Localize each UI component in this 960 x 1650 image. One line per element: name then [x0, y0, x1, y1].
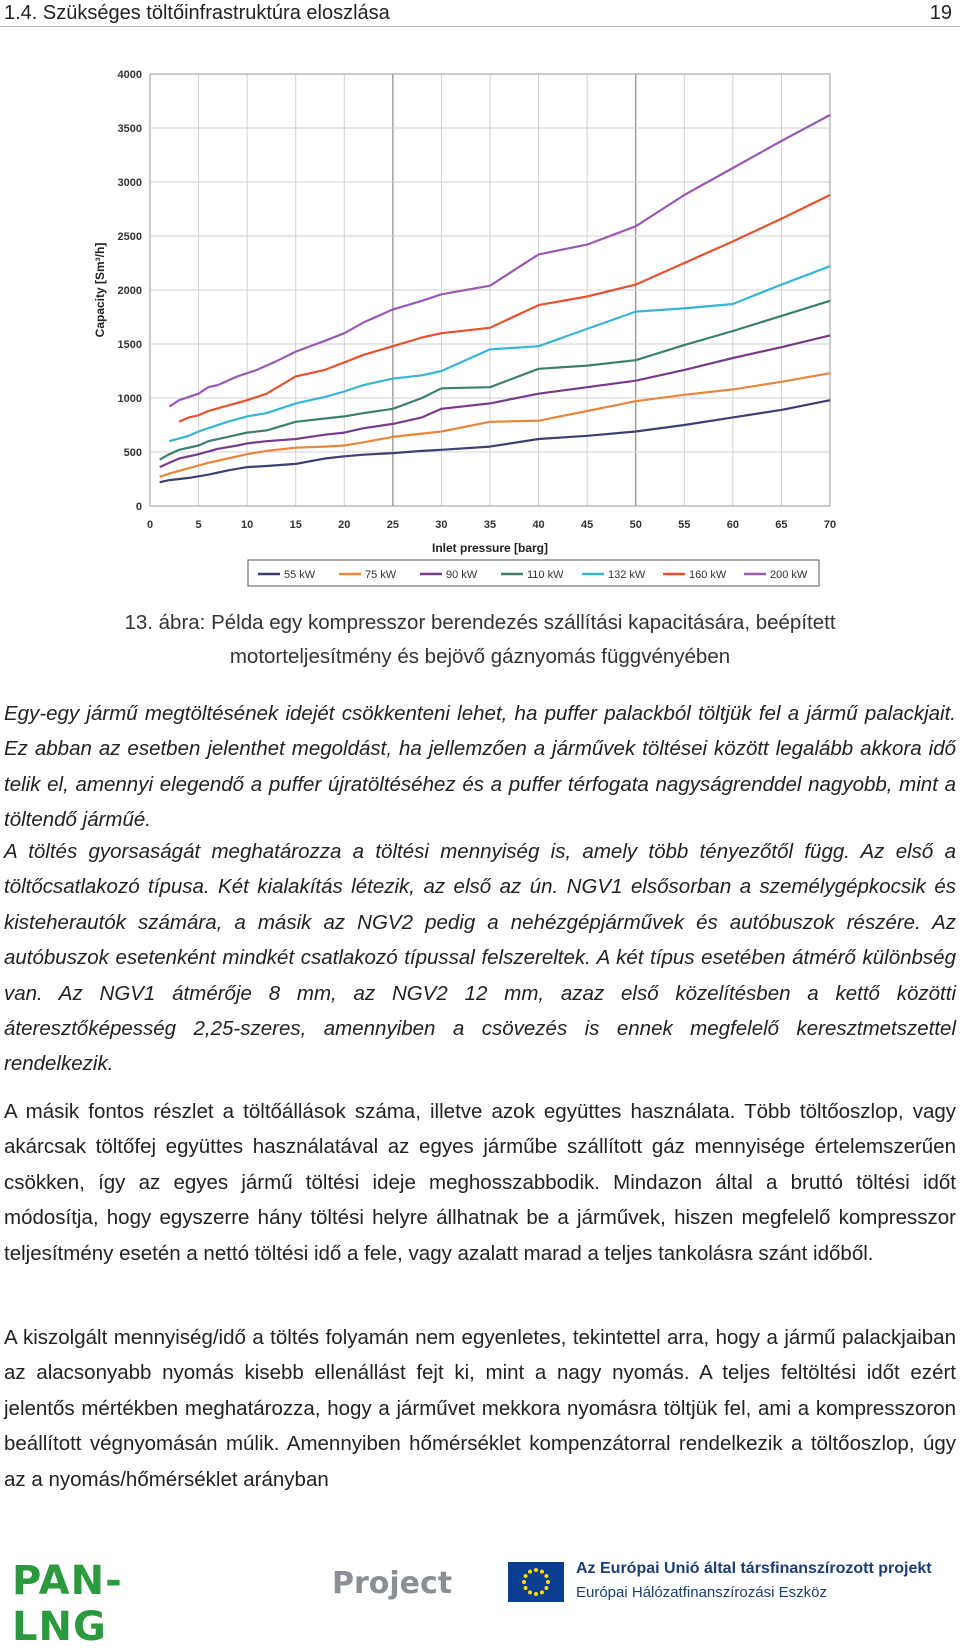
page-number: 19	[929, 2, 952, 24]
series-line	[169, 266, 830, 441]
logo-sub-text: Project	[332, 1566, 453, 1601]
eu-flag-icon	[508, 1562, 564, 1602]
legend-label: 55 kW	[284, 569, 316, 581]
y-tick-label: 2000	[117, 285, 142, 297]
x-tick-label: 30	[435, 519, 448, 531]
legend-label: 90 kW	[446, 569, 478, 581]
series-line	[160, 373, 830, 477]
y-axis-label: Capacity [Sm³/h]	[93, 242, 107, 338]
x-tick-label: 25	[386, 519, 399, 531]
x-tick-label: 10	[241, 519, 254, 531]
logo-main-text: PAN-LNG	[12, 1558, 123, 1650]
capacity-chart	[90, 62, 890, 610]
page-header	[0, 0, 960, 27]
series-line	[169, 115, 830, 407]
section-title: 1.4. Szükséges töltőinfrastruktúra eloszlása	[4, 2, 390, 24]
eu-facility-text: Európai Hálózatfinanszírozási Eszköz	[576, 1584, 827, 1601]
x-tick-label: 15	[289, 519, 302, 531]
figure-caption-line-1: 13. ábra: Példa egy kompresszor berendezés szállítási kapacitására, beépített	[124, 611, 836, 634]
y-tick-label: 4000	[117, 69, 142, 81]
paragraph-3: A másik fontos részlet a töltőállások száma, illetve azok együttes használata. Több töltőoszlop, vagy akárcsak töltőfej együttes használatával az egyes járműbe szállított gáz mennyisége értelemszerűen csökken, így az egyes jármű töltési ideje meghosszabbodik. Mindazon által a bruttó töltési időt módosítja, hogy egyszerre hány töltési helyre állhatnak be a járművek, hiszen megfelelő kompresszor teljesítmény esetén a nettó töltési idő a fele, vagy azalatt marad a teljes tankolásra szánt időből.	[4, 1100, 956, 1265]
eu-cofinanced-text: Az Európai Unió által társfinanszírozott projekt	[576, 1560, 932, 1577]
x-tick-label: 60	[726, 519, 739, 531]
x-tick-label: 70	[823, 519, 837, 531]
paragraph-4: A kiszolgált mennyiség/idő a töltés folyamán nem egyenletes, tekintettel arra, hogy a jármű palackjaiban az alacsonyabb nyomás kisebb ellenállást fejt ki, mint a nagy nyomás. A teljes feltöltési időt ezért jelentős mértékben meghatározza, hogy a járművet mekkora nyomásra töltjük fel, ami a kompresszoron beállított végnyomásán múlik. Amennyiben hőmérséklet kompenzátorral rendelkezik a töltőoszlop, úgy az a nyomás/hőmérséklet arányban	[4, 1326, 956, 1491]
x-tick-label: 50	[629, 519, 642, 531]
x-tick-label: 5	[195, 519, 202, 531]
x-tick-label: 20	[338, 519, 351, 531]
y-tick-label: 500	[123, 447, 142, 459]
chart-svg	[90, 62, 890, 610]
paragraph-1: Egy-egy jármű megtöltésének idejét csökkenteni lehet, ha puffer palackból töltjük fel a jármű palackjait. Ez abban az esetben jelenthet megoldást, ha jellemzően a járművek töltései között legalább akkora idő telik el, amennyi elegendő a puffer újratöltéséhez és a puffer térfogata nagyságrenddel nagyobb, mint a töltendő járműé.	[4, 702, 956, 832]
legend-label: 160 kW	[689, 569, 727, 581]
legend-label: 75 kW	[365, 569, 397, 581]
legend-label: 132 kW	[608, 569, 646, 581]
y-tick-label: 0	[135, 501, 142, 513]
x-tick-label: 45	[581, 519, 594, 531]
y-tick-label: 3500	[117, 123, 142, 135]
x-axis-label: Inlet pressure [barg]	[431, 541, 549, 555]
legend-label: 110 kW	[527, 569, 564, 581]
x-tick-label: 0	[146, 519, 154, 531]
y-tick-label: 1000	[117, 393, 142, 405]
x-tick-label: 55	[678, 519, 691, 531]
y-tick-label: 3000	[117, 177, 142, 189]
x-tick-label: 65	[775, 519, 788, 531]
legend-label: 200 kW	[770, 569, 808, 581]
x-tick-label: 40	[532, 519, 545, 531]
y-tick-label: 2500	[117, 231, 142, 243]
series-line	[160, 335, 830, 467]
paragraph-2: A töltés gyorsaságát meghatározza a töltési mennyiség is, amely több tényezőtől függ. Az első a töltőcsatlakozó típusa. Két kialakítás létezik, az első az ún. NGV1 elsősorban a személygépkocsik és kisteherautók számára, a másik az NGV2 pedig a nehézgépjárművek és autóbuszok részére. Az autóbuszok esetenként mindkét csatlakozó típussal felszereltek. A két típus esetében átmérő különbség van. Az NGV1 átmérője 8 mm, az NGV2 12 mm, azaz első közelítésben a kettő közötti áteresztőképesség 2,25-szeres, amennyiben a csövezés is ennek megfelelő keresztmetszettel rendelkezik.	[4, 840, 956, 1076]
y-tick-label: 1500	[117, 339, 142, 351]
figure-caption-line-2: motorteljesítmény és bejövő gáznyomás függvényében	[229, 645, 731, 668]
page-footer	[0, 1552, 960, 1650]
x-tick-label: 35	[483, 519, 497, 531]
